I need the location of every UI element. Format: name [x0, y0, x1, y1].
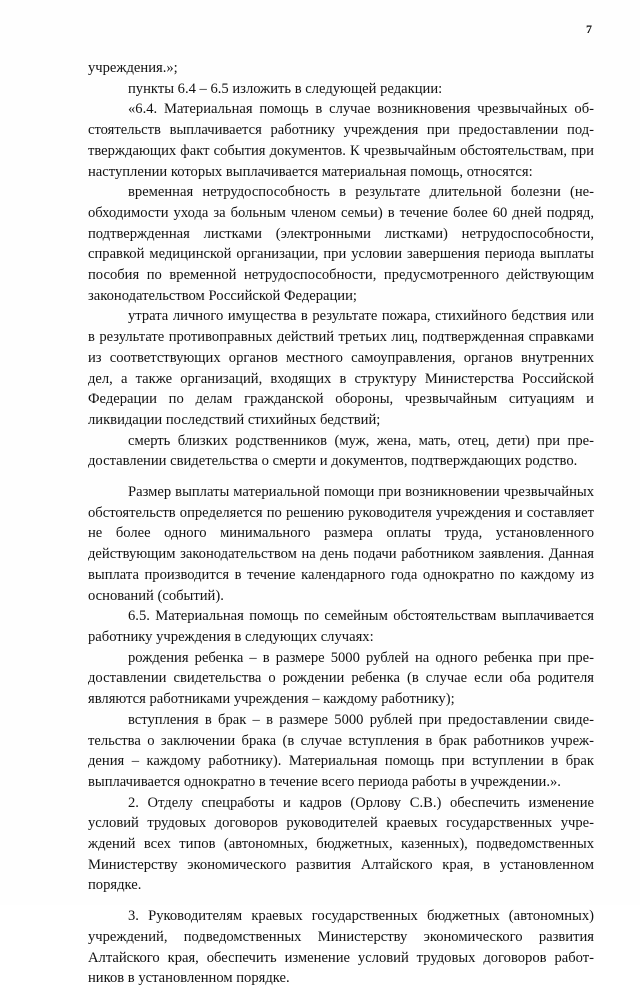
- paragraph-relative-death: смерть близких родственников (муж, жена, мать, отец, дети) при предоставлении свидетельства о смерти и документов, подтверждающих родство.: [88, 432, 594, 470]
- document-body: [88, 58, 594, 989]
- paragraph-6-5: 6.5. Материальная помощь по семейным обстоятельствам выплачивается работнику учреждения в следующих случаях:: [88, 608, 594, 645]
- paragraph-item-2: 2. Отделу спецработы и кадров (Орлову С.В.) обеспечить изменение условий трудовых договоров руководителей краевых государственных учреждений всех типов (автономных, бюджетных, казенных), подведомственных Министерству экономического развития Алтайского края, в установленном порядке.: [88, 794, 594, 894]
- paragraph-payment-amount: Размер выплаты материальной помощи при возникновении чрезвычайных обстоятельств определяется по решению руководителя учреждения и составляет не более одного минимального размера оплаты труда, установленного действующим законодательством на день подачи работником заявления. Данная выплата производится в течение календарного года однократно по каждому из оснований (событий).: [88, 484, 594, 604]
- paragraph-temporary-disability: временная нетрудоспособность в результате длительной болезни (необходимости ухода за больным членом семьи) в течение более 60 дней подряд, подтвержденная листками (электронными листками) нетрудоспособности, справкой медицинской организации, при условии завершения периода выплаты пособия по временной нетрудоспособности, предусмотренного действующим законодательством Российской Федерации;: [88, 184, 594, 304]
- paragraph-continuation: учреждения.»;: [88, 60, 178, 76]
- paragraph-property-loss: утрата личного имущества в результате пожара, стихийного бедствия или в результате противоправных действий третьих лиц, подтвержденная справками из соответствующих органов местного самоуправления, органов внутренних дел, а также организаций, входящих в структуру Министерства Российской Федерации по делам гражданской обороны, чрезвычайным ситуациям и ликвидации последствий стихийных бедствий;: [88, 308, 594, 428]
- page-number: 7: [586, 22, 592, 36]
- paragraph-marriage: вступления в брак – в размере 5000 рублей при предоставлении свидетельства о заключении брака (в случае вступления в брак работников учреждения – каждому работнику). Материальная помощь при вступлении в брак выплачивается однократно в течение всего периода работы в учреждении.».: [88, 711, 594, 790]
- paragraph-item-3: 3. Руководителям краевых государственных бюджетных (автономных) учреждений, подведомственных Министерству экономического развития Алтайского края, обеспечить изменение условий трудовых договоров работников в установленном порядке.: [88, 908, 594, 987]
- paragraph-6-4: «6.4. Материальная помощь в случае возникновения чрезвычайных обстоятельств выплачивается работнику учреждения при предоставлении подтверждающих факт события документов. К чрезвычайным обстоятельствам, при наступлении которых выплачивается материальная помощь, относятся:: [88, 101, 594, 180]
- paragraph-child-birth: рождения ребенка – в размере 5000 рублей на одного ребенка при предоставлении свидетельства о рождении ребенка (в случае если оба родителя являются работниками учреждения – каждому работнику);: [88, 649, 594, 708]
- paragraph-points-intro: пункты 6.4 – 6.5 изложить в следующей редакции:: [128, 80, 443, 97]
